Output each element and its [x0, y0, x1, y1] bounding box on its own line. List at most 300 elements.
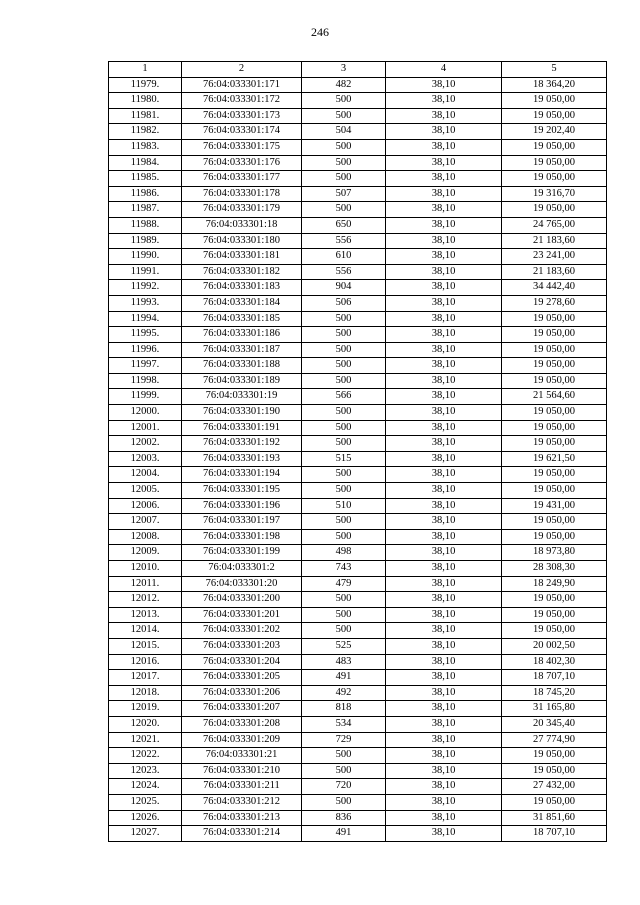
rate-cell: 38,10 [386, 826, 502, 842]
area-cell: 510 [302, 498, 386, 514]
row-number-cell: 11999. [109, 389, 182, 405]
cadastral-number-cell: 76:04:033301:19 [182, 389, 302, 405]
row-number-cell: 12011. [109, 576, 182, 592]
amount-cell: 18 707,10 [502, 670, 607, 686]
table-row [109, 810, 607, 826]
rate-cell: 38,10 [386, 638, 502, 654]
row-number-cell: 11998. [109, 373, 182, 389]
area-cell: 500 [302, 93, 386, 109]
row-number-cell: 12008. [109, 529, 182, 545]
amount-cell: 19 050,00 [502, 311, 607, 327]
area-cell: 491 [302, 670, 386, 686]
rate-cell: 38,10 [386, 561, 502, 577]
table-row [109, 155, 607, 171]
amount-cell: 19 050,00 [502, 108, 607, 124]
amount-cell: 19 050,00 [502, 139, 607, 155]
amount-cell: 19 050,00 [502, 171, 607, 187]
area-cell: 500 [302, 358, 386, 374]
table-row [109, 389, 607, 405]
area-cell: 500 [302, 405, 386, 421]
cadastral-number-cell: 76:04:033301:200 [182, 592, 302, 608]
amount-cell: 20 002,50 [502, 638, 607, 654]
cadastral-number-cell: 76:04:033301:214 [182, 826, 302, 842]
column-header-1: 1 [109, 62, 182, 78]
rate-cell: 38,10 [386, 108, 502, 124]
cadastral-number-cell: 76:04:033301:201 [182, 607, 302, 623]
column-header-3: 3 [302, 62, 386, 78]
area-cell: 500 [302, 311, 386, 327]
area-cell: 818 [302, 701, 386, 717]
cadastral-number-cell: 76:04:033301:18 [182, 217, 302, 233]
row-number-cell: 11995. [109, 327, 182, 343]
area-cell: 500 [302, 592, 386, 608]
column-header-5: 5 [502, 62, 607, 78]
cadastral-number-cell: 76:04:033301:206 [182, 685, 302, 701]
amount-cell: 19 050,00 [502, 763, 607, 779]
cadastral-number-cell: 76:04:033301:182 [182, 264, 302, 280]
area-cell: 729 [302, 732, 386, 748]
rate-cell: 38,10 [386, 249, 502, 265]
rate-cell: 38,10 [386, 436, 502, 452]
row-number-cell: 12026. [109, 810, 182, 826]
cadastral-number-cell: 76:04:033301:210 [182, 763, 302, 779]
rate-cell: 38,10 [386, 93, 502, 109]
table-row [109, 716, 607, 732]
rate-cell: 38,10 [386, 592, 502, 608]
area-cell: 500 [302, 483, 386, 499]
table-row [109, 826, 607, 842]
rate-cell: 38,10 [386, 779, 502, 795]
table-row [109, 327, 607, 343]
rate-cell: 38,10 [386, 186, 502, 202]
cadastral-number-cell: 76:04:033301:192 [182, 436, 302, 452]
row-number-cell: 12016. [109, 654, 182, 670]
table-row [109, 233, 607, 249]
amount-cell: 21 183,60 [502, 233, 607, 249]
rate-cell: 38,10 [386, 685, 502, 701]
area-cell: 500 [302, 202, 386, 218]
table-row [109, 670, 607, 686]
table-row [109, 342, 607, 358]
amount-cell: 19 050,00 [502, 529, 607, 545]
rate-cell: 38,10 [386, 607, 502, 623]
row-number-cell: 11991. [109, 264, 182, 280]
table-row [109, 249, 607, 265]
table-row [109, 373, 607, 389]
rate-cell: 38,10 [386, 623, 502, 639]
area-cell: 500 [302, 420, 386, 436]
cadastral-number-cell: 76:04:033301:174 [182, 124, 302, 140]
amount-cell: 18 745,20 [502, 685, 607, 701]
cadastral-number-cell: 76:04:033301:195 [182, 483, 302, 499]
table-row [109, 779, 607, 795]
table-row [109, 77, 607, 93]
table-row [109, 701, 607, 717]
area-cell: 566 [302, 389, 386, 405]
row-number-cell: 11986. [109, 186, 182, 202]
amount-cell: 31 165,80 [502, 701, 607, 717]
cadastral-number-cell: 76:04:033301:184 [182, 295, 302, 311]
area-cell: 500 [302, 155, 386, 171]
amount-cell: 28 308,30 [502, 561, 607, 577]
row-number-cell: 12005. [109, 483, 182, 499]
area-cell: 482 [302, 77, 386, 93]
rate-cell: 38,10 [386, 420, 502, 436]
table-row [109, 467, 607, 483]
cadastral-number-cell: 76:04:033301:205 [182, 670, 302, 686]
area-cell: 500 [302, 623, 386, 639]
area-cell: 556 [302, 233, 386, 249]
table-row [109, 420, 607, 436]
area-cell: 500 [302, 748, 386, 764]
table-row [109, 685, 607, 701]
table-row [109, 607, 607, 623]
rate-cell: 38,10 [386, 716, 502, 732]
row-number-cell: 12003. [109, 451, 182, 467]
area-cell: 500 [302, 436, 386, 452]
amount-cell: 19 050,00 [502, 405, 607, 421]
column-header-4: 4 [386, 62, 502, 78]
cadastral-number-cell: 76:04:033301:199 [182, 545, 302, 561]
rate-cell: 38,10 [386, 701, 502, 717]
rate-cell: 38,10 [386, 670, 502, 686]
cadastral-number-cell: 76:04:033301:181 [182, 249, 302, 265]
page-number: 246 [311, 25, 329, 39]
table-row [109, 561, 607, 577]
rate-cell: 38,10 [386, 202, 502, 218]
area-cell: 525 [302, 638, 386, 654]
table-row [109, 108, 607, 124]
table-row [109, 186, 607, 202]
amount-cell: 19 621,50 [502, 451, 607, 467]
area-cell: 479 [302, 576, 386, 592]
rate-cell: 38,10 [386, 451, 502, 467]
amount-cell: 19 050,00 [502, 155, 607, 171]
table-row [109, 311, 607, 327]
row-number-cell: 12010. [109, 561, 182, 577]
row-number-cell: 12021. [109, 732, 182, 748]
row-number-cell: 12023. [109, 763, 182, 779]
rate-cell: 38,10 [386, 732, 502, 748]
amount-cell: 19 050,00 [502, 607, 607, 623]
amount-cell: 19 050,00 [502, 623, 607, 639]
table-header [109, 62, 607, 78]
cadastral-number-cell: 76:04:033301:189 [182, 373, 302, 389]
table-row [109, 498, 607, 514]
cadastral-number-cell: 76:04:033301:188 [182, 358, 302, 374]
row-number-cell: 11997. [109, 358, 182, 374]
row-number-cell: 12024. [109, 779, 182, 795]
area-cell: 836 [302, 810, 386, 826]
amount-cell: 19 431,00 [502, 498, 607, 514]
cadastral-number-cell: 76:04:033301:208 [182, 716, 302, 732]
cadastral-number-cell: 76:04:033301:185 [182, 311, 302, 327]
rate-cell: 38,10 [386, 124, 502, 140]
cadastral-number-cell: 76:04:033301:190 [182, 405, 302, 421]
amount-cell: 31 851,60 [502, 810, 607, 826]
row-number-cell: 11983. [109, 139, 182, 155]
rate-cell: 38,10 [386, 405, 502, 421]
cadastral-number-cell: 76:04:033301:203 [182, 638, 302, 654]
table-row [109, 638, 607, 654]
row-number-cell: 11996. [109, 342, 182, 358]
amount-cell: 19 050,00 [502, 93, 607, 109]
table-row [109, 794, 607, 810]
table-row [109, 451, 607, 467]
rate-cell: 38,10 [386, 810, 502, 826]
amount-cell: 19 050,00 [502, 373, 607, 389]
amount-cell: 23 241,00 [502, 249, 607, 265]
amount-cell: 19 050,00 [502, 436, 607, 452]
row-number-cell: 12002. [109, 436, 182, 452]
cadastral-number-cell: 76:04:033301:20 [182, 576, 302, 592]
amount-cell: 18 707,10 [502, 826, 607, 842]
cadastral-number-cell: 76:04:033301:177 [182, 171, 302, 187]
cadastral-number-cell: 76:04:033301:213 [182, 810, 302, 826]
row-number-cell: 12006. [109, 498, 182, 514]
row-number-cell: 12014. [109, 623, 182, 639]
table-row [109, 483, 607, 499]
amount-cell: 19 050,00 [502, 794, 607, 810]
cadastral-number-cell: 76:04:033301:173 [182, 108, 302, 124]
rate-cell: 38,10 [386, 529, 502, 545]
area-cell: 500 [302, 514, 386, 530]
rate-cell: 38,10 [386, 748, 502, 764]
rate-cell: 38,10 [386, 654, 502, 670]
row-number-cell: 11985. [109, 171, 182, 187]
rate-cell: 38,10 [386, 280, 502, 296]
table-row [109, 295, 607, 311]
row-number-cell: 12020. [109, 716, 182, 732]
amount-cell: 19 050,00 [502, 514, 607, 530]
row-number-cell: 11979. [109, 77, 182, 93]
amount-cell: 18 402,30 [502, 654, 607, 670]
area-cell: 500 [302, 342, 386, 358]
area-cell: 743 [302, 561, 386, 577]
rate-cell: 38,10 [386, 576, 502, 592]
row-number-cell: 12001. [109, 420, 182, 436]
cadastral-number-cell: 76:04:033301:187 [182, 342, 302, 358]
row-number-cell: 11994. [109, 311, 182, 327]
amount-cell: 19 050,00 [502, 342, 607, 358]
area-cell: 498 [302, 545, 386, 561]
rate-cell: 38,10 [386, 171, 502, 187]
cadastral-number-cell: 76:04:033301:21 [182, 748, 302, 764]
amount-cell: 21 183,60 [502, 264, 607, 280]
area-cell: 515 [302, 451, 386, 467]
row-number-cell: 11982. [109, 124, 182, 140]
area-cell: 534 [302, 716, 386, 732]
table-row [109, 171, 607, 187]
table-row [109, 763, 607, 779]
area-cell: 500 [302, 467, 386, 483]
row-number-cell: 11990. [109, 249, 182, 265]
area-cell: 500 [302, 529, 386, 545]
area-cell: 500 [302, 373, 386, 389]
cadastral-number-cell: 76:04:033301:186 [182, 327, 302, 343]
cadastral-number-cell: 76:04:033301:202 [182, 623, 302, 639]
table-row [109, 748, 607, 764]
rate-cell: 38,10 [386, 217, 502, 233]
area-cell: 610 [302, 249, 386, 265]
rate-cell: 38,10 [386, 342, 502, 358]
amount-cell: 19 050,00 [502, 202, 607, 218]
row-number-cell: 12027. [109, 826, 182, 842]
amount-cell: 20 345,40 [502, 716, 607, 732]
amount-cell: 19 050,00 [502, 748, 607, 764]
row-number-cell: 11993. [109, 295, 182, 311]
rate-cell: 38,10 [386, 498, 502, 514]
table-row [109, 545, 607, 561]
cadastral-number-cell: 76:04:033301:209 [182, 732, 302, 748]
rate-cell: 38,10 [386, 295, 502, 311]
rate-cell: 38,10 [386, 514, 502, 530]
cadastral-number-cell: 76:04:033301:2 [182, 561, 302, 577]
table-row [109, 264, 607, 280]
table-row [109, 732, 607, 748]
area-cell: 506 [302, 295, 386, 311]
amount-cell: 19 316,70 [502, 186, 607, 202]
table-row [109, 529, 607, 545]
area-cell: 500 [302, 794, 386, 810]
cadastral-number-cell: 76:04:033301:171 [182, 77, 302, 93]
row-number-cell: 12004. [109, 467, 182, 483]
area-cell: 720 [302, 779, 386, 795]
rate-cell: 38,10 [386, 264, 502, 280]
area-cell: 500 [302, 763, 386, 779]
area-cell: 491 [302, 826, 386, 842]
amount-cell: 18 364,20 [502, 77, 607, 93]
table-row [109, 576, 607, 592]
area-cell: 500 [302, 108, 386, 124]
amount-cell: 18 973,80 [502, 545, 607, 561]
amount-cell: 18 249,90 [502, 576, 607, 592]
amount-cell: 19 050,00 [502, 483, 607, 499]
row-number-cell: 12017. [109, 670, 182, 686]
amount-cell: 27 774,90 [502, 732, 607, 748]
cadastral-number-cell: 76:04:033301:179 [182, 202, 302, 218]
rate-cell: 38,10 [386, 155, 502, 171]
rate-cell: 38,10 [386, 358, 502, 374]
table-row [109, 124, 607, 140]
cadastral-number-cell: 76:04:033301:207 [182, 701, 302, 717]
table-row [109, 623, 607, 639]
cadastral-number-cell: 76:04:033301:198 [182, 529, 302, 545]
table-row [109, 592, 607, 608]
row-number-cell: 11980. [109, 93, 182, 109]
header-row [109, 62, 607, 78]
rate-cell: 38,10 [386, 139, 502, 155]
cadastral-number-cell: 76:04:033301:211 [182, 779, 302, 795]
row-number-cell: 12015. [109, 638, 182, 654]
row-number-cell: 12007. [109, 514, 182, 530]
cadastral-number-cell: 76:04:033301:197 [182, 514, 302, 530]
row-number-cell: 12018. [109, 685, 182, 701]
row-number-cell: 11984. [109, 155, 182, 171]
area-cell: 500 [302, 327, 386, 343]
amount-cell: 34 442,40 [502, 280, 607, 296]
row-number-cell: 11981. [109, 108, 182, 124]
table-row [109, 514, 607, 530]
row-number-cell: 11987. [109, 202, 182, 218]
table-body [109, 77, 607, 841]
table-row [109, 405, 607, 421]
rate-cell: 38,10 [386, 794, 502, 810]
rate-cell: 38,10 [386, 311, 502, 327]
rate-cell: 38,10 [386, 77, 502, 93]
table-row [109, 654, 607, 670]
cadastral-number-cell: 76:04:033301:194 [182, 467, 302, 483]
land-parcel-table [108, 61, 607, 842]
amount-cell: 19 050,00 [502, 327, 607, 343]
amount-cell: 21 564,60 [502, 389, 607, 405]
area-cell: 483 [302, 654, 386, 670]
cadastral-number-cell: 76:04:033301:212 [182, 794, 302, 810]
row-number-cell: 12025. [109, 794, 182, 810]
area-cell: 500 [302, 139, 386, 155]
table-row [109, 280, 607, 296]
cadastral-number-cell: 76:04:033301:183 [182, 280, 302, 296]
rate-cell: 38,10 [386, 373, 502, 389]
row-number-cell: 12013. [109, 607, 182, 623]
area-cell: 904 [302, 280, 386, 296]
cadastral-number-cell: 76:04:033301:191 [182, 420, 302, 436]
table-row [109, 139, 607, 155]
row-number-cell: 11992. [109, 280, 182, 296]
rate-cell: 38,10 [386, 763, 502, 779]
area-cell: 500 [302, 607, 386, 623]
table-row [109, 217, 607, 233]
cadastral-number-cell: 76:04:033301:180 [182, 233, 302, 249]
table-row [109, 436, 607, 452]
column-header-2: 2 [182, 62, 302, 78]
rate-cell: 38,10 [386, 467, 502, 483]
rate-cell: 38,10 [386, 389, 502, 405]
table-row [109, 202, 607, 218]
amount-cell: 19 278,60 [502, 295, 607, 311]
table-row [109, 93, 607, 109]
cadastral-number-cell: 76:04:033301:172 [182, 93, 302, 109]
cadastral-number-cell: 76:04:033301:178 [182, 186, 302, 202]
area-cell: 500 [302, 171, 386, 187]
cadastral-number-cell: 76:04:033301:176 [182, 155, 302, 171]
row-number-cell: 11988. [109, 217, 182, 233]
row-number-cell: 12012. [109, 592, 182, 608]
cadastral-number-cell: 76:04:033301:175 [182, 139, 302, 155]
amount-cell: 19 050,00 [502, 467, 607, 483]
area-cell: 504 [302, 124, 386, 140]
cadastral-number-cell: 76:04:033301:193 [182, 451, 302, 467]
cadastral-number-cell: 76:04:033301:196 [182, 498, 302, 514]
amount-cell: 19 050,00 [502, 420, 607, 436]
area-cell: 492 [302, 685, 386, 701]
row-number-cell: 11989. [109, 233, 182, 249]
amount-cell: 24 765,00 [502, 217, 607, 233]
area-cell: 650 [302, 217, 386, 233]
area-cell: 507 [302, 186, 386, 202]
amount-cell: 19 050,00 [502, 358, 607, 374]
row-number-cell: 12009. [109, 545, 182, 561]
amount-cell: 19 050,00 [502, 592, 607, 608]
rate-cell: 38,10 [386, 327, 502, 343]
rate-cell: 38,10 [386, 545, 502, 561]
table-row [109, 358, 607, 374]
rate-cell: 38,10 [386, 233, 502, 249]
rate-cell: 38,10 [386, 483, 502, 499]
amount-cell: 19 202,40 [502, 124, 607, 140]
cadastral-number-cell: 76:04:033301:204 [182, 654, 302, 670]
row-number-cell: 12019. [109, 701, 182, 717]
